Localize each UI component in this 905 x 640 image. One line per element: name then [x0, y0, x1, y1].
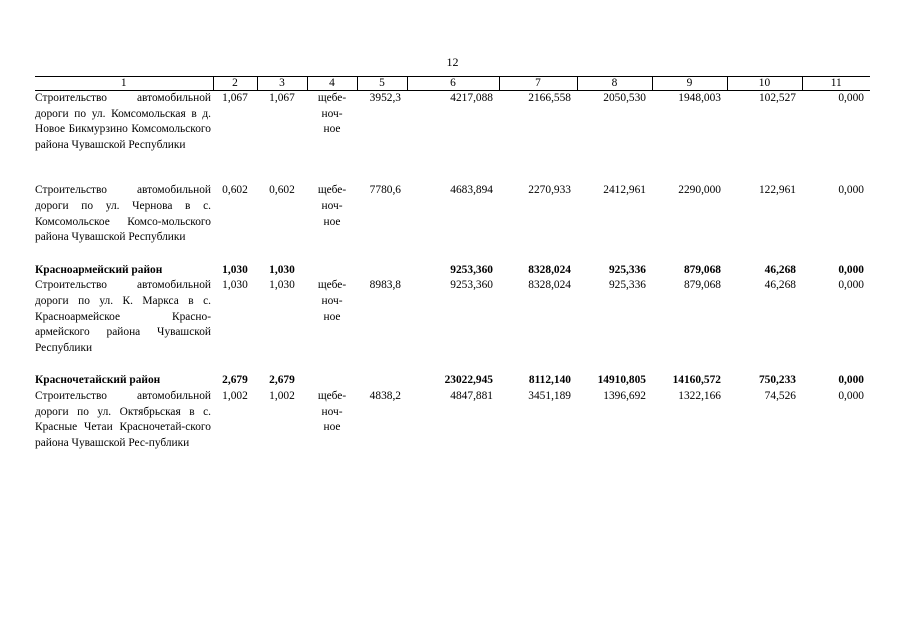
other-funds: 0,000 — [838, 92, 864, 104]
total-cost: 9253,360 — [450, 279, 493, 292]
length-paved: 1,002 — [269, 389, 295, 402]
surface-type — [307, 263, 357, 279]
row-gap — [35, 356, 870, 373]
length-total: 0,602 — [222, 184, 248, 197]
road-name: Строительство автомобильной дороги по ул. Чернова в с. Комсомольское Комсо-мольского района Чувашской Республики — [35, 184, 211, 244]
local-funds: 750,233 — [758, 374, 796, 387]
federal-funds: 8328,024 — [528, 263, 571, 276]
road-name: Строительство автомобильной дороги по ул. Комсомольская в д. Новое Бикмурзино Комсомольского района Чувашской Республики — [35, 92, 211, 151]
column-header: 5 — [357, 77, 407, 91]
total-cost: 4683,894 — [450, 184, 493, 197]
federal-funds: 2270,933 — [528, 184, 571, 197]
length-paved: 0,602 — [269, 184, 295, 197]
road-name: Строительство автомобильной дороги по ул. К. Маркса в с. Красноармейское Красно-армейского района Чувашской Республики — [35, 279, 211, 354]
budget-table — [35, 76, 870, 451]
regional-funds: 925,336 — [608, 279, 646, 292]
length-total: 2,679 — [222, 374, 248, 387]
row-gap — [35, 246, 870, 263]
federal-funds: 8112,140 — [528, 374, 571, 387]
column-header: 6 — [407, 77, 499, 91]
unit-cost: 4838,2 — [369, 389, 401, 402]
federal-funds: 2166,558 — [528, 92, 571, 104]
total-cost: 23022,945 — [444, 374, 493, 387]
total-cost: 4217,088 — [450, 92, 493, 104]
unit-cost: 7780,6 — [369, 184, 401, 197]
other-funds: 0,000 — [838, 263, 864, 276]
regional-funds: 2412,961 — [603, 184, 646, 197]
regional-funds: 2050,530 — [603, 92, 646, 104]
local-funds: 46,268 — [764, 279, 796, 292]
district-row — [35, 373, 870, 389]
local-funds: 74,526 — [764, 389, 796, 402]
republic-funds: 879,068 — [683, 263, 721, 276]
district-name: Красноармейский район — [35, 263, 163, 276]
republic-funds: 2290,000 — [678, 184, 721, 197]
other-funds: 0,000 — [838, 389, 864, 402]
column-header: 8 — [577, 77, 652, 91]
unit-cost — [357, 263, 407, 279]
republic-funds: 14160,572 — [672, 374, 721, 387]
table-row — [35, 91, 870, 154]
regional-funds: 925,336 — [608, 263, 646, 276]
surface-type: щебе- ноч- ное — [317, 92, 347, 136]
length-paved: 2,679 — [269, 374, 295, 387]
surface-type — [307, 373, 357, 389]
row-gap — [35, 153, 870, 183]
length-total: 1,030 — [222, 279, 248, 292]
other-funds: 0,000 — [838, 184, 864, 197]
table-row — [35, 183, 870, 245]
column-header: 1 — [35, 77, 213, 91]
local-funds: 46,268 — [764, 263, 796, 276]
length-total: 1,030 — [222, 263, 248, 276]
road-name: Строительство автомобильной дороги по ул. Октябрьская в с. Красные Четаи Красночетай-ского района Чувашской Рес-публики — [35, 389, 211, 449]
table-row — [35, 278, 870, 356]
header-row — [35, 77, 870, 91]
unit-cost: 8983,8 — [369, 279, 401, 292]
regional-funds: 14910,805 — [597, 374, 646, 387]
column-header: 3 — [257, 77, 307, 91]
column-header: 7 — [499, 77, 577, 91]
column-header: 9 — [652, 77, 727, 91]
unit-cost — [357, 373, 407, 389]
other-funds: 0,000 — [838, 279, 864, 292]
unit-cost: 3952,3 — [369, 92, 401, 104]
other-funds: 0,000 — [838, 374, 864, 387]
column-header: 11 — [802, 77, 870, 91]
length-total: 1,067 — [222, 92, 248, 104]
surface-type: щебе- ноч- ное — [317, 389, 347, 434]
surface-type: щебе- ноч- ное — [317, 279, 347, 323]
length-total: 1,002 — [222, 389, 248, 402]
page-number: 12 — [446, 55, 459, 69]
column-header: 2 — [213, 77, 257, 91]
table-row — [35, 389, 870, 451]
district-name: Красночетайский район — [35, 374, 161, 387]
local-funds: 122,961 — [758, 184, 796, 197]
federal-funds: 8328,024 — [528, 279, 571, 292]
total-cost: 4847,881 — [450, 389, 493, 402]
republic-funds: 1948,003 — [678, 92, 721, 104]
total-cost: 9253,360 — [450, 263, 493, 276]
length-paved: 1,067 — [269, 92, 295, 104]
republic-funds: 1322,166 — [678, 389, 721, 402]
column-header: 4 — [307, 77, 357, 91]
length-paved: 1,030 — [269, 263, 295, 276]
federal-funds: 3451,189 — [528, 389, 571, 402]
column-header: 10 — [727, 77, 802, 91]
republic-funds: 879,068 — [683, 279, 721, 292]
regional-funds: 1396,692 — [603, 389, 646, 402]
surface-type: щебе- ноч- ное — [317, 184, 347, 228]
length-paved: 1,030 — [269, 279, 295, 292]
local-funds: 102,527 — [758, 92, 796, 104]
district-row — [35, 263, 870, 279]
